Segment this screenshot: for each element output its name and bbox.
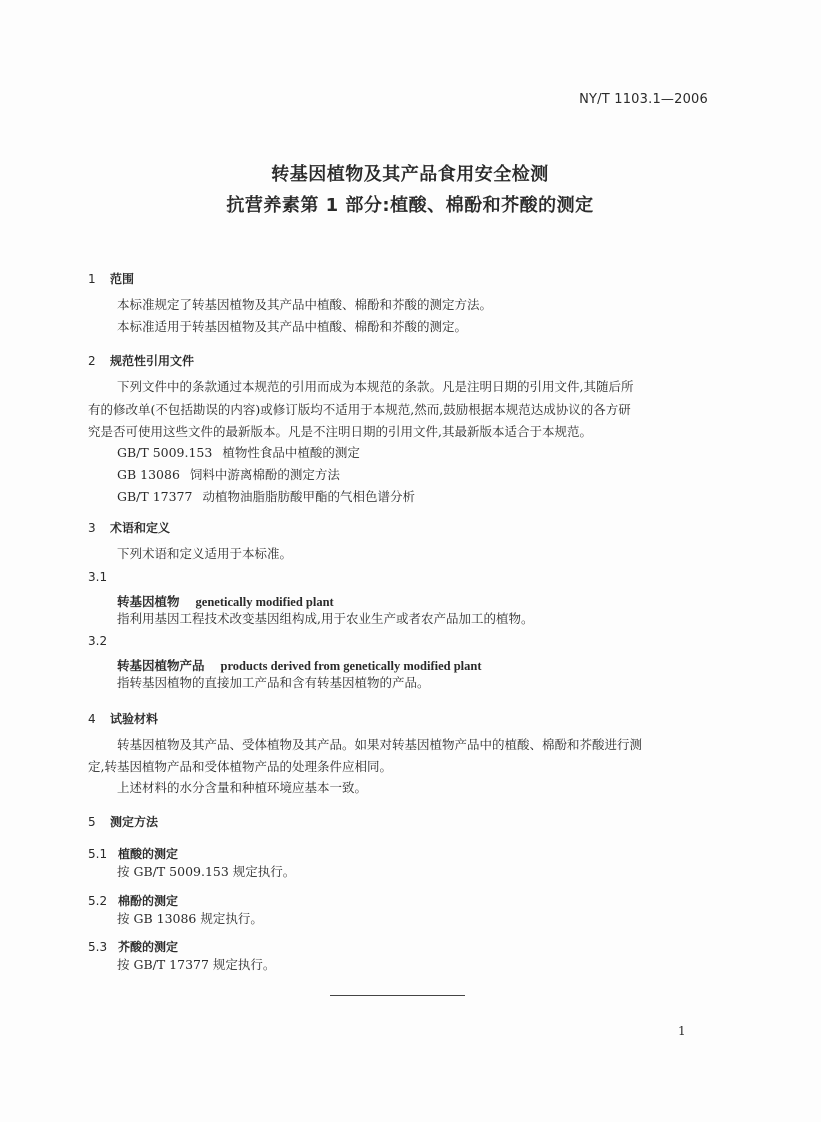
term-zh: 转基因植物	[117, 594, 180, 609]
section-title: 范围	[110, 272, 135, 286]
section-number: 1	[88, 272, 96, 286]
paragraph-line: 转基因植物及其产品、受体植物及其产品。如果对转基因植物产品中的植酸、棉酚和芥酸进行测	[117, 737, 643, 752]
subsection-heading	[88, 938, 178, 955]
section-title: 试验材料	[110, 712, 159, 726]
subsection-number: 5.1	[88, 847, 108, 861]
reference-item	[117, 442, 360, 464]
reference-code: GB 13086	[117, 467, 180, 482]
paragraph-line: 上述材料的水分含量和种植环境应基本一致。	[117, 780, 368, 795]
reference-title: 植物性食品中植酸的测定	[222, 445, 360, 460]
reference-item	[117, 486, 415, 508]
section-title: 术语和定义	[110, 521, 171, 535]
subsection-number: 5.3	[88, 940, 108, 954]
paragraph-line: 下列文件中的条款通过本规范的引用而成为本规范的条款。凡是注明日期的引用文件,其随后所	[117, 379, 634, 394]
subsection-title: 芥酸的测定	[118, 940, 179, 954]
term-en: genetically modified plant	[195, 595, 334, 609]
subsection-number: 5.2	[88, 894, 108, 908]
section-number: 4	[88, 712, 96, 726]
term-definition: 指利用基因工程技术改变基因组构成,用于农业生产或者农产品加工的植物。	[117, 611, 534, 626]
subsection-heading	[88, 845, 178, 862]
paragraph: 按 GB/T 5009.153 规定执行。	[117, 864, 296, 879]
term-en: products derived from genetically modified plant	[220, 659, 482, 673]
subsection-heading	[88, 892, 178, 909]
subsection-title: 植酸的测定	[118, 847, 179, 861]
paragraph-line: 有的修改单(不包括勘误的内容)或修订版均不适用于本规范,然而,鼓励根据本规范达成协议的各方研	[88, 402, 631, 417]
end-rule	[330, 995, 465, 996]
paragraph: 按 GB 13086 规定执行。	[117, 911, 263, 926]
reference-code: GB/T 17377	[117, 489, 193, 504]
reference-title: 饲料中游离棉酚的测定方法	[189, 467, 340, 482]
title-line-1: 转基因植物及其产品食用安全检测	[271, 164, 549, 185]
section-title: 规范性引用文件	[110, 354, 195, 368]
reference-item	[117, 464, 340, 486]
subsection-title: 棉酚的测定	[118, 894, 179, 908]
standard-code: NY/T 1103.1—2006	[579, 92, 708, 107]
paragraph-line: 究是否可使用这些文件的最新版本。凡是不注明日期的引用文件,其最新版本适合于本规范。	[88, 424, 592, 439]
section-title: 测定方法	[110, 815, 159, 829]
paragraph: 本标准适用于转基因植物及其产品中植酸、棉酚和芥酸的测定。	[117, 319, 468, 334]
subsection-number: 3.1	[88, 570, 108, 584]
section-1-heading	[88, 270, 134, 287]
page-number: 1	[678, 1024, 686, 1038]
term-zh: 转基因植物产品	[117, 658, 205, 673]
subsection-number: 3.2	[88, 634, 108, 648]
paragraph-line: 定,转基因植物产品和受体植物产品的处理条件应相同。	[88, 759, 392, 774]
reference-code: GB/T 5009.153	[117, 445, 213, 460]
term-definition: 指转基因植物的直接加工产品和含有转基因植物的产品。	[117, 675, 430, 690]
section-4-heading	[88, 710, 158, 727]
section-number: 3	[88, 521, 96, 535]
paragraph: 按 GB/T 17377 规定执行。	[117, 957, 276, 972]
section-2-heading	[88, 352, 194, 369]
section-number: 5	[88, 815, 96, 829]
section-number: 2	[88, 354, 96, 368]
section-5-heading	[88, 813, 158, 830]
title-line-2: 抗营养素第 1 部分:植酸、棉酚和芥酸的测定	[226, 195, 594, 216]
reference-title: 动植物油脂脂肪酸甲酯的气相色谱分析	[202, 489, 415, 504]
paragraph: 本标准规定了转基因植物及其产品中植酸、棉酚和芥酸的测定方法。	[117, 297, 493, 312]
section-3-heading	[88, 519, 170, 536]
paragraph: 下列术语和定义适用于本标准。	[117, 546, 293, 561]
